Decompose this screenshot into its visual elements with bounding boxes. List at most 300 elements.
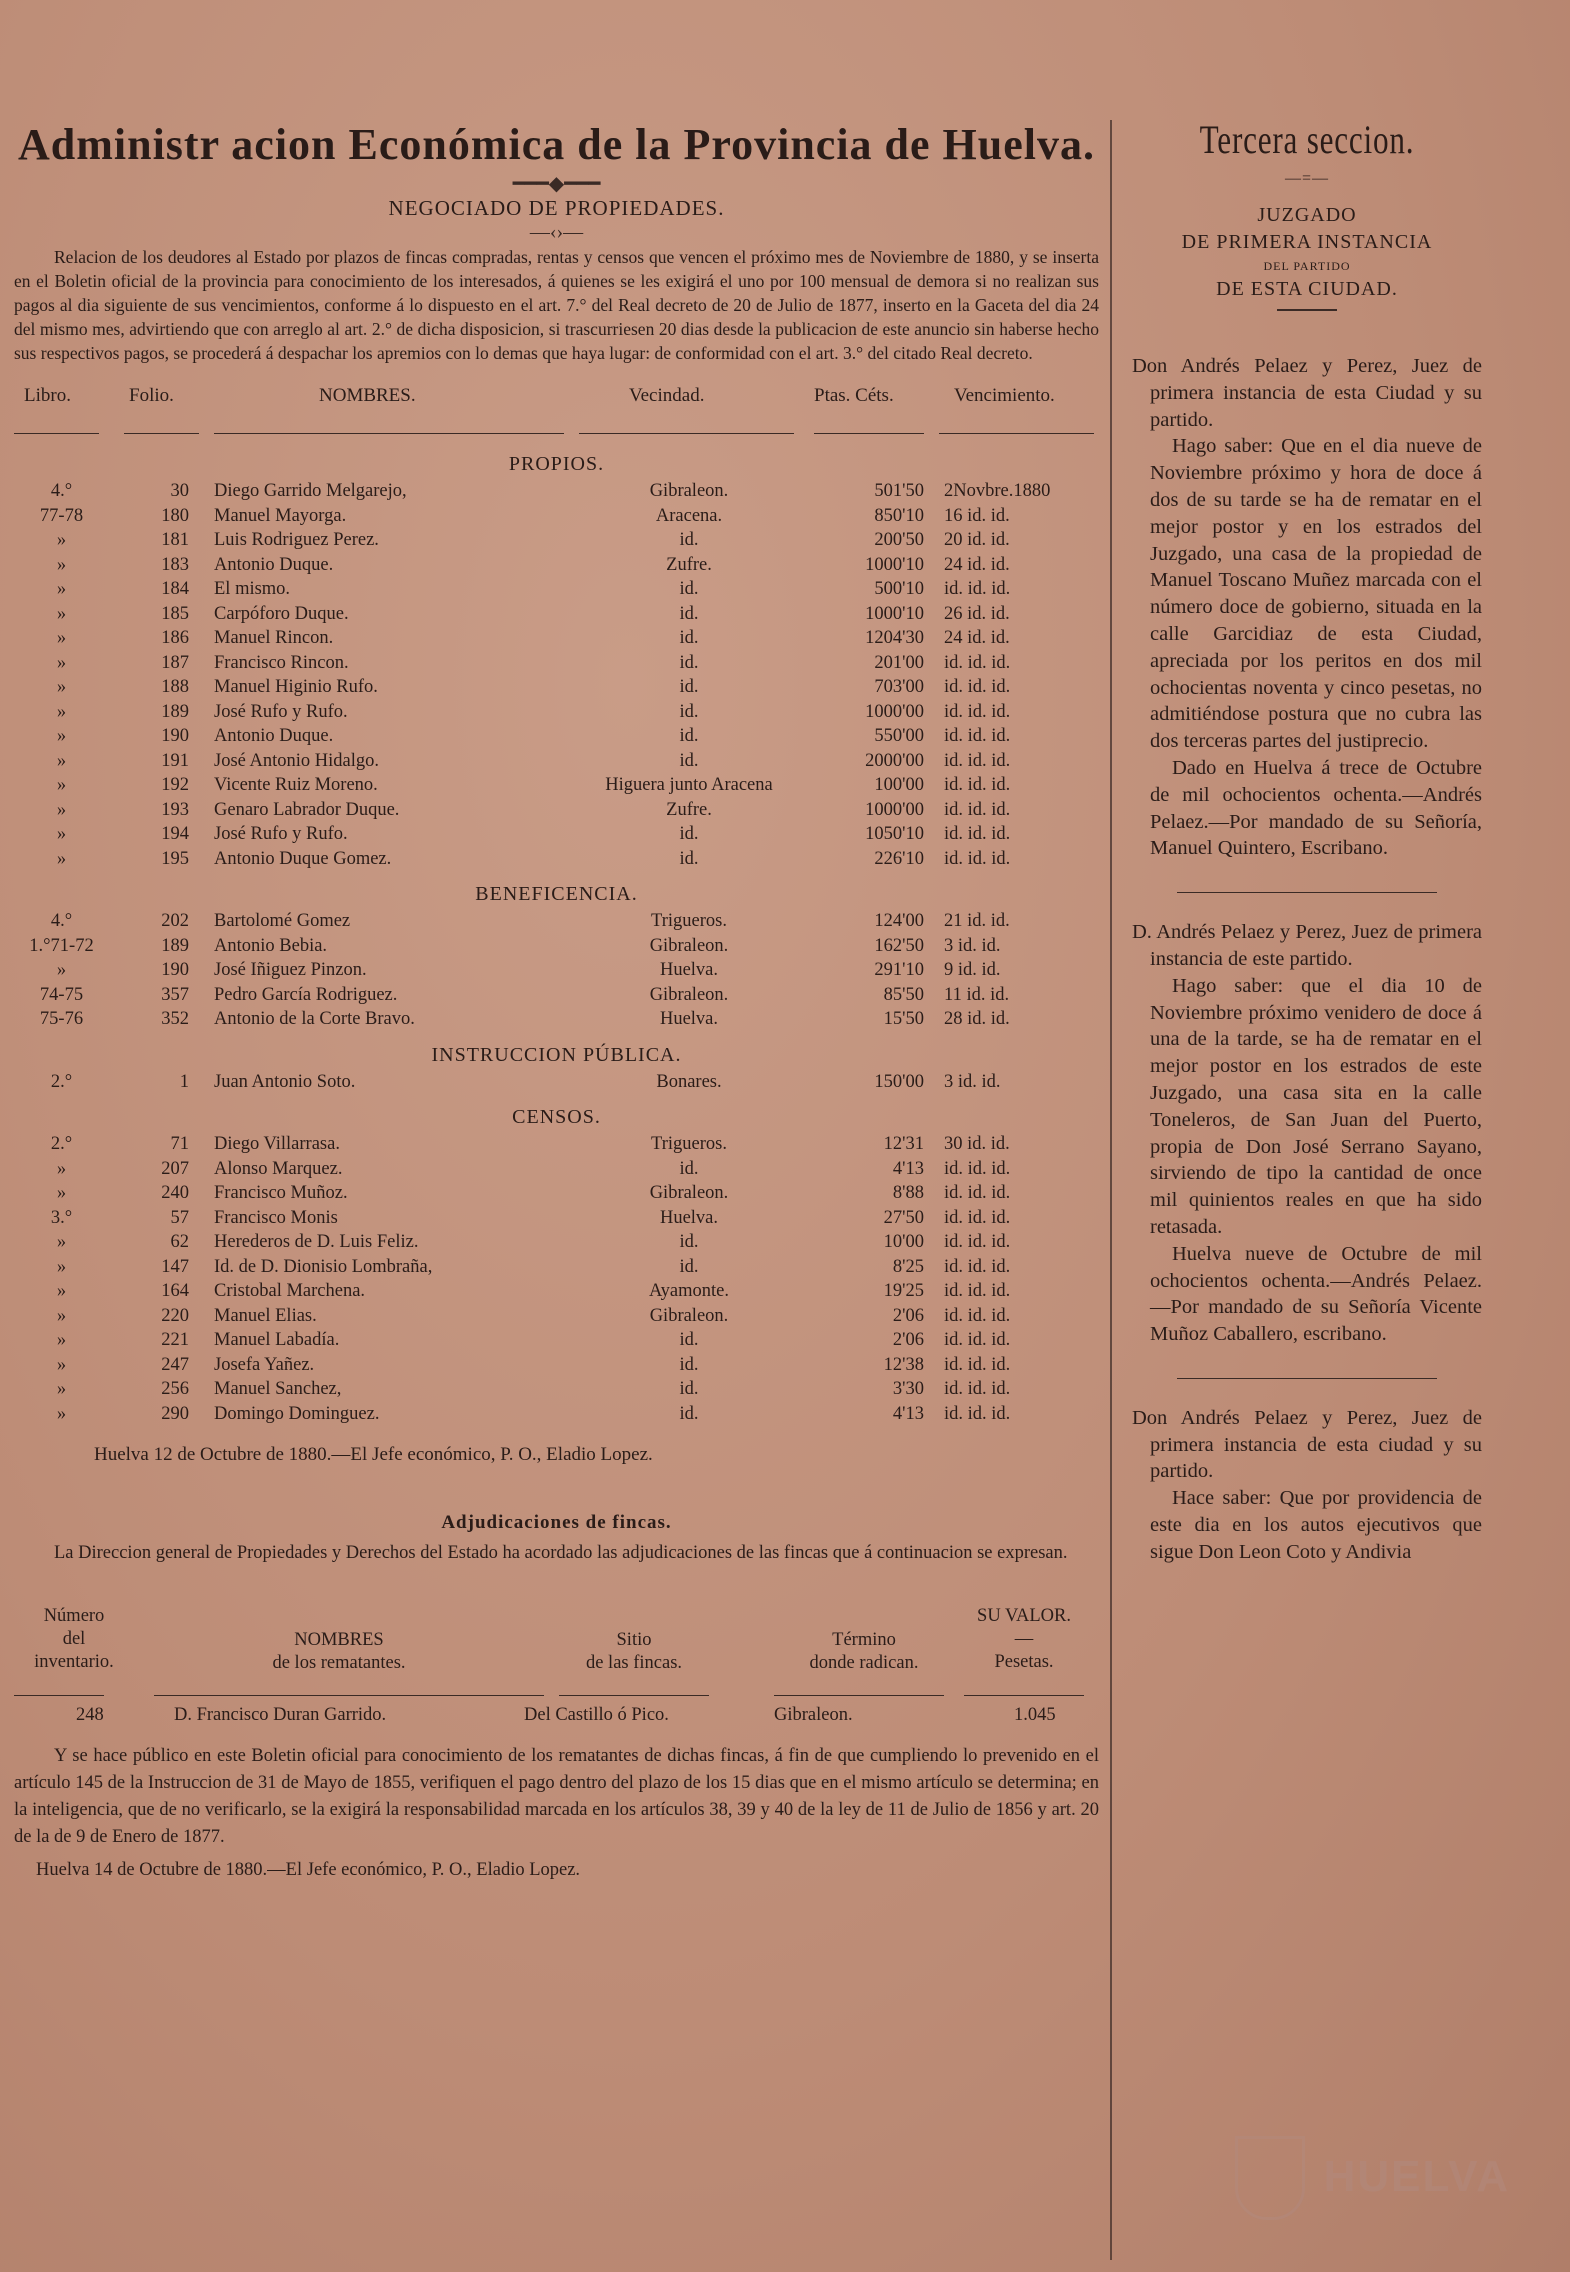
- cell-folio: 220: [161, 1305, 189, 1326]
- cell-folio: 256: [161, 1379, 189, 1399]
- col-libro: Libro.: [24, 385, 71, 406]
- table-row: [14, 909, 1099, 934]
- cell-vencimiento: id. id. id.: [944, 1207, 1011, 1228]
- watermark-seal-icon: [1235, 2136, 1305, 2220]
- cell-libro: »: [56, 799, 67, 820]
- cell-importe: 4'13: [892, 1158, 924, 1179]
- cell-libro: »: [56, 554, 67, 575]
- cell-vecindad: Gibraleon.: [649, 481, 729, 501]
- cell-vecindad: id.: [679, 701, 699, 722]
- table-row: [14, 700, 1099, 725]
- cell-folio: 185: [161, 603, 189, 624]
- adj-sitio: Del Castillo ó Pico.: [524, 1705, 669, 1725]
- adj-col-numero: Número del inventario.: [34, 1606, 114, 1672]
- cell-libro: 77-78: [39, 505, 84, 526]
- cell-vecindad: Gibraleon.: [649, 984, 729, 1005]
- category-heading: BENEFICENCIA.: [475, 883, 638, 905]
- cell-importe: 12'31: [883, 1134, 924, 1154]
- table-row: [14, 1230, 1099, 1255]
- cell-libro: »: [56, 1305, 67, 1326]
- adj-rule: [774, 1695, 944, 1696]
- cell-vecindad: id.: [679, 750, 699, 771]
- cell-vecindad: Aracena.: [655, 505, 723, 526]
- cell-libro: »: [56, 824, 67, 844]
- cell-libro: 4.°: [50, 911, 73, 931]
- cell-libro: 2.°: [50, 1071, 73, 1092]
- cell-vecindad: Ayamonte.: [649, 1281, 729, 1301]
- cell-nombre: Antonio Duque.: [214, 726, 334, 746]
- cell-vencimiento: 21 id. id.: [944, 911, 1010, 931]
- cell-nombre: Luis Rodriguez Perez.: [214, 530, 379, 550]
- cell-folio: 71: [170, 1134, 189, 1154]
- partido-heading: DEL PARTIDO: [1263, 259, 1351, 273]
- cell-nombre: Antonio Duque.: [214, 554, 334, 575]
- cell-libro: »: [56, 848, 67, 869]
- cell-folio: 357: [161, 984, 189, 1005]
- cell-vecindad: id.: [679, 1354, 699, 1375]
- cell-vecindad: id.: [679, 603, 699, 624]
- cell-nombre: Pedro García Rodriguez.: [214, 984, 398, 1005]
- cell-nombre: El mismo.: [214, 579, 291, 599]
- cell-vencimiento: 24 id. id.: [944, 554, 1010, 575]
- left-column: [14, 115, 1099, 1884]
- cell-folio: 202: [161, 911, 189, 931]
- cell-importe: 150'00: [874, 1071, 924, 1092]
- table-row: [14, 479, 1099, 504]
- cell-libro: »: [56, 1330, 67, 1350]
- cell-nombre: Antonio de la Corte Bravo.: [214, 1009, 415, 1029]
- cell-nombre: Francisco Muñoz.: [214, 1183, 348, 1203]
- category-heading: INSTRUCCION PÚBLICA.: [431, 1043, 682, 1066]
- cell-vencimiento: 3 id. id.: [944, 1071, 1001, 1092]
- category-heading: CENSOS.: [512, 1106, 601, 1128]
- cell-libro: »: [56, 1183, 67, 1203]
- cell-folio: 1: [179, 1071, 189, 1092]
- cell-vencimiento: id. id. id.: [944, 652, 1011, 673]
- table-row: [14, 958, 1099, 983]
- edict-paragraph: Hago saber: que el dia 10 de Noviembre próximo venidero de doce á una de la tarde, se ha de rematar en el mejor postor en los estrados de este Juzgado, una casa sita en la calle Toneleros, de San Juan del Puerto, propia de Don José Serrano Sayano, sirviendo de tipo la cantidad de once mil quinientos reales en que ha sido retasada.: [1150, 974, 1482, 1238]
- edict-lead: D. Andrés Pelaez y Perez, Juez de primera instancia de este partido.: [1132, 921, 1482, 970]
- cell-nombre: Id. de D. Dionisio Lombraña,: [214, 1256, 433, 1277]
- adj-rule: [154, 1695, 544, 1696]
- cell-libro: »: [56, 603, 67, 624]
- cell-vencimiento: id. id. id.: [944, 1183, 1011, 1203]
- cell-importe: 291'10: [874, 960, 924, 980]
- cell-libro: »: [56, 701, 67, 722]
- ciudad-heading: DE ESTA CIUDAD.: [1216, 278, 1398, 300]
- table-row: [14, 1304, 1099, 1329]
- header-rule: [939, 433, 1094, 434]
- section-ornament: —=—: [1284, 170, 1330, 187]
- table-row: [14, 626, 1099, 651]
- edict-paragraph: Hace saber: Que por providencia de este dia en los autos ejecutivos que sigue Don Leon Coto y Andivia: [1150, 1487, 1482, 1563]
- cell-folio: 147: [161, 1256, 189, 1277]
- cell-vecindad: id.: [679, 652, 699, 673]
- table-row: [14, 1402, 1099, 1427]
- cell-libro: »: [56, 530, 67, 550]
- table-row: [14, 528, 1099, 553]
- cell-vencimiento: 26 id. id.: [944, 603, 1010, 624]
- cell-vecindad: id.: [679, 1232, 699, 1252]
- watermark: HUELVA: [1323, 2152, 1510, 2201]
- cell-vecindad: id.: [679, 628, 699, 648]
- cell-importe: 200'50: [874, 530, 924, 550]
- cell-vecindad: id.: [679, 1158, 699, 1179]
- table-row: [14, 1353, 1099, 1378]
- cell-nombre: Antonio Duque Gomez.: [214, 848, 392, 869]
- table-row: [14, 577, 1099, 602]
- cell-folio: 62: [170, 1232, 189, 1252]
- cell-vencimiento: 28 id. id.: [944, 1009, 1010, 1029]
- adjudicaciones-text: Y se hace público en este Boletin oficial para conocimiento de los rematantes de dichas fincas, á fin de que cumpliendo lo prevenido en el artículo 145 de la Instruccion de 31 de Mayo de 1855, verifiquen el pago dentro del plazo de los 15 dias que en el mismo artículo se determina; en la inteligencia, que de no verificarlo, se la exigirá la responsabilidad marcada en los artículos 38, 39 y 40 de la ley de 11 de Julio de 1856 y art. 20 de la de 9 de Enero de 1877.: [14, 1746, 1099, 1847]
- cell-nombre: José Rufo y Rufo.: [214, 824, 348, 844]
- cell-importe: 1050'10: [865, 824, 924, 844]
- cell-vecindad: Huelva.: [659, 1009, 719, 1029]
- section-title: Tercera seccion.: [1199, 117, 1415, 162]
- cell-nombre: Manuel Higinio Rufo.: [214, 677, 378, 697]
- col-nombres: NOMBRES.: [319, 385, 416, 406]
- cell-vencimiento: id. id. id.: [944, 579, 1011, 599]
- cell-importe: 12'38: [883, 1354, 924, 1375]
- adj-col-sitio: Sitio de las fincas.: [585, 1630, 683, 1673]
- cell-nombre: José Iñiguez Pinzon.: [214, 960, 367, 980]
- header-rule: [124, 433, 199, 434]
- cell-nombre: Antonio Bebia.: [214, 935, 328, 956]
- table-row: [14, 602, 1099, 627]
- cell-folio: 189: [161, 935, 189, 956]
- edict-paragraph: Hago saber: Que en el dia nueve de Noviembre próximo y hora de doce á dos de su tarde se ha de rematar en el mejor postor y en los estrados del Juzgado, una casa de la propiedad de Manuel Toscano Muñez marcada con el número doce de gobierno, situada en la calle Garcidiaz de esta Ciudad, apreciada por los peritos en dos mil ochocientas noventa y cinco pesetas, no admitiéndose postura que no cubra las dos terceras partes del justiprecio.: [1150, 435, 1482, 753]
- cell-libro: »: [56, 726, 67, 746]
- cell-nombre: Josefa Yañez.: [214, 1354, 315, 1375]
- cell-vencimiento: id. id. id.: [944, 1379, 1011, 1399]
- edict: [1132, 1405, 1482, 1566]
- cell-vecindad: Bonares.: [656, 1071, 722, 1092]
- cell-importe: 500'10: [874, 579, 924, 599]
- edict-lead: Don Andrés Pelaez y Perez, Juez de primera instancia de esta Ciudad y su partido.: [1132, 355, 1482, 431]
- cell-vecindad: id.: [679, 677, 699, 697]
- cell-libro: »: [56, 677, 67, 697]
- cell-importe: 8'88: [892, 1183, 924, 1203]
- cell-vecindad: id.: [679, 1403, 699, 1424]
- cell-vencimiento: 11 id. id.: [944, 984, 1010, 1005]
- cell-libro: 3.°: [50, 1207, 73, 1228]
- signature-2: Huelva 14 de Octubre de 1880.—El Jefe económico, P. O., Eladio Lopez.: [36, 1860, 581, 1880]
- adjudicaciones-header: [14, 1567, 1099, 1697]
- edict-paragraph: Huelva nueve de Octubre de mil ochocientos ochenta.—Andrés Pelaez.—Por mandado de su Señoría Vicente Muñoz Caballero, escribano.: [1150, 1242, 1482, 1346]
- cell-vencimiento: id. id. id.: [944, 799, 1011, 820]
- cell-libro: »: [56, 1158, 67, 1179]
- cell-vecindad: Zufre.: [666, 554, 712, 575]
- cell-libro: 2.°: [50, 1134, 73, 1154]
- col-vecindad: Vecindad.: [629, 385, 705, 406]
- cell-nombre: Cristobal Marchena.: [214, 1281, 366, 1301]
- cell-libro: 4.°: [50, 481, 73, 501]
- cell-vecindad: id.: [679, 824, 699, 844]
- heading-rule: [1277, 309, 1337, 311]
- cell-nombre: Manuel Elias.: [214, 1305, 317, 1326]
- adj-termino: Gibraleon.: [774, 1705, 853, 1725]
- table-row: [14, 1328, 1099, 1353]
- cell-folio: 247: [161, 1354, 189, 1375]
- cell-libro: »: [56, 579, 67, 599]
- cell-libro: 74-75: [39, 984, 84, 1005]
- cell-libro: »: [56, 960, 67, 980]
- cell-vencimiento: id. id. id.: [944, 1330, 1011, 1350]
- adj-valor: 1.045: [1014, 1705, 1056, 1725]
- cell-libro: »: [56, 628, 67, 648]
- cell-vecindad: id.: [679, 848, 699, 869]
- cell-vecindad: Huelva.: [659, 960, 719, 980]
- cell-folio: 240: [161, 1183, 189, 1203]
- cell-nombre: Francisco Rincon.: [214, 652, 349, 673]
- cell-folio: 195: [161, 848, 189, 869]
- cell-vecindad: id.: [679, 530, 699, 550]
- cell-vecindad: Zufre.: [666, 799, 712, 820]
- cell-vecindad: Trigueros.: [651, 1134, 727, 1154]
- cell-folio: 207: [161, 1158, 189, 1179]
- cell-nombre: Diego Garrido Melgarejo,: [214, 481, 407, 501]
- cell-folio: 30: [170, 481, 189, 501]
- table-row: [14, 1181, 1099, 1206]
- cell-vecindad: Trigueros.: [651, 911, 727, 931]
- cell-nombre: José Rufo y Rufo.: [214, 701, 348, 722]
- juzgado-heading: JUZGADO: [1257, 204, 1357, 226]
- table-row: [14, 798, 1099, 823]
- cell-nombre: Diego Villarrasa.: [214, 1134, 340, 1154]
- cell-vencimiento: 2Novbre.1880: [944, 481, 1051, 501]
- cell-importe: 2'06: [892, 1305, 924, 1326]
- cell-folio: 183: [161, 554, 189, 575]
- subtitle-ornament: —‹›—: [529, 221, 584, 243]
- cell-importe: 703'00: [874, 677, 924, 697]
- cell-vecindad: id.: [679, 726, 699, 746]
- cell-importe: 550'00: [874, 726, 924, 746]
- cell-importe: 3'30: [892, 1379, 924, 1399]
- adj-col-nombres: NOMBRES de los rematantes.: [272, 1630, 406, 1673]
- cell-vencimiento: id. id. id.: [944, 824, 1011, 844]
- cell-importe: 10'00: [883, 1232, 924, 1252]
- adj-col-termino: Término donde radican.: [809, 1630, 919, 1673]
- cell-libro: 1.°71-72: [29, 935, 94, 956]
- cell-importe: 226'10: [874, 848, 924, 869]
- cell-nombre: Juan Antonio Soto.: [214, 1071, 356, 1092]
- table-row: [14, 1007, 1099, 1032]
- table-row: [14, 1255, 1099, 1280]
- cell-vecindad: id.: [679, 1379, 699, 1399]
- table-row: [14, 983, 1099, 1008]
- adj-rule: [964, 1695, 1084, 1696]
- cell-importe: 162'50: [874, 935, 924, 956]
- adj-rule: [14, 1695, 104, 1696]
- cell-libro: »: [56, 1232, 67, 1252]
- instancia-heading: DE PRIMERA INSTANCIA: [1181, 231, 1433, 253]
- cell-folio: 189: [161, 701, 189, 722]
- header-rule: [14, 433, 99, 434]
- category-heading: PROPIOS.: [508, 453, 605, 475]
- edict-lead: Don Andrés Pelaez y Perez, Juez de primera instancia de esta ciudad y su partido.: [1132, 1406, 1482, 1483]
- cell-folio: 188: [161, 677, 189, 697]
- cell-vencimiento: id. id. id.: [944, 1403, 1011, 1424]
- cell-libro: »: [56, 1354, 67, 1375]
- table-row: [14, 1157, 1099, 1182]
- cell-folio: 184: [161, 579, 189, 599]
- adj-rule: [559, 1695, 709, 1696]
- cell-vencimiento: id. id. id.: [944, 1256, 1011, 1277]
- table-row: [14, 504, 1099, 529]
- cell-libro: »: [56, 1403, 67, 1424]
- adjudicaciones-title: Adjudicaciones de fincas.: [441, 1512, 672, 1533]
- edict: [1132, 919, 1482, 1348]
- adj-numero: 248: [76, 1705, 104, 1725]
- cell-importe: 100'00: [874, 775, 924, 795]
- cell-folio: 181: [161, 530, 189, 550]
- edict-paragraph: Dado en Huelva á trece de Octubre de mil ochocientos ochenta.—Andrés Pelaez.—Por mandado de su Señoría, Manuel Quintero, Escribano.: [1150, 756, 1482, 860]
- cell-folio: 191: [161, 750, 189, 771]
- cell-vecindad: id.: [679, 579, 699, 599]
- cell-vencimiento: 16 id. id.: [944, 505, 1010, 526]
- cell-nombre: Manuel Sanchez,: [214, 1379, 342, 1399]
- edict-separator: [1177, 892, 1437, 893]
- cell-importe: 1000'00: [865, 701, 924, 722]
- cell-nombre: Vicente Ruiz Moreno.: [214, 775, 378, 795]
- cell-nombre: José Antonio Hidalgo.: [214, 750, 379, 771]
- cell-folio: 193: [161, 799, 189, 820]
- cell-nombre: Genaro Labrador Duque.: [214, 799, 400, 820]
- cell-vencimiento: id. id. id.: [944, 1281, 1011, 1301]
- cell-vecindad: Huelva.: [659, 1207, 719, 1228]
- edict: [1132, 353, 1482, 862]
- col-ptas: Ptas. Céts.: [814, 385, 894, 406]
- table-row: [14, 651, 1099, 676]
- cell-vencimiento: 20 id. id.: [944, 530, 1010, 550]
- cell-vencimiento: 9 id. id.: [944, 960, 1001, 980]
- cell-folio: 190: [161, 960, 189, 980]
- cell-libro: »: [56, 775, 67, 795]
- cell-vencimiento: 24 id. id.: [944, 628, 1010, 648]
- cell-importe: 85'50: [883, 984, 924, 1005]
- cell-importe: 501'50: [874, 481, 924, 501]
- edict-separator: [1177, 1378, 1437, 1379]
- cell-folio: 164: [161, 1281, 189, 1301]
- cell-nombre: Manuel Mayorga.: [214, 505, 347, 526]
- adj-col-valor: SU VALOR. — Pesetas.: [977, 1606, 1071, 1672]
- table-row: [14, 1279, 1099, 1304]
- title-ornament: ━━━◆━━━: [512, 173, 601, 195]
- cell-vecindad: Gibraleon.: [649, 1183, 729, 1203]
- table-row: [14, 1206, 1099, 1231]
- cell-folio: 190: [161, 726, 189, 746]
- adjudicaciones-intro: La Direccion general de Propiedades y Derechos del Estado ha acordado las adjudicaciones de las fincas que á continuacion se expresan.: [54, 1543, 1068, 1563]
- main-title: Administr acion Económica de la Provincia de Huelva.: [17, 120, 1096, 169]
- column-divider: [1110, 120, 1112, 2260]
- cell-vecindad: id.: [679, 1330, 699, 1350]
- cell-importe: 27'50: [883, 1207, 924, 1228]
- adjudicacion-row: [14, 1697, 1099, 1737]
- table-row: [14, 1132, 1099, 1157]
- table-row: [14, 822, 1099, 847]
- table-row: [14, 934, 1099, 959]
- cell-vencimiento: id. id. id.: [944, 750, 1011, 771]
- section-subtitle: NEGOCIADO DE PROPIEDADES.: [388, 196, 725, 220]
- right-column: [1132, 115, 1482, 1566]
- cell-vencimiento: id. id. id.: [944, 677, 1011, 697]
- cell-folio: 186: [161, 628, 189, 648]
- cell-vencimiento: id. id. id.: [944, 775, 1011, 795]
- header-rule: [814, 433, 924, 434]
- cell-vecindad: Gibraleon.: [649, 1305, 729, 1326]
- cell-folio: 290: [161, 1403, 189, 1424]
- cell-folio: 221: [161, 1330, 189, 1350]
- table-header: [14, 365, 1099, 443]
- cell-importe: 1204'30: [865, 628, 924, 648]
- col-folio: Folio.: [129, 385, 174, 406]
- cell-nombre: Alonso Marquez.: [214, 1158, 343, 1179]
- debtor-table: [14, 449, 1099, 1426]
- edicts-list: [1132, 353, 1482, 1566]
- cell-vencimiento: id. id. id.: [944, 726, 1011, 746]
- col-vencimiento: Vencimiento.: [954, 385, 1055, 406]
- table-row: [14, 773, 1099, 798]
- cell-importe: 1000'10: [865, 554, 924, 575]
- cell-vencimiento: 3 id. id.: [944, 935, 1001, 956]
- cell-vencimiento: id. id. id.: [944, 701, 1011, 722]
- table-row: [14, 675, 1099, 700]
- cell-importe: 2000'00: [865, 750, 924, 771]
- cell-vencimiento: id. id. id.: [944, 1305, 1011, 1326]
- cell-libro: 75-76: [39, 1009, 84, 1029]
- table-row: [14, 1070, 1099, 1095]
- table-row: [14, 724, 1099, 749]
- cell-importe: 15'50: [883, 1009, 924, 1029]
- cell-importe: 201'00: [874, 652, 924, 673]
- cell-vecindad: id.: [679, 1256, 699, 1277]
- cell-vencimiento: 30 id. id.: [944, 1134, 1010, 1154]
- cell-vecindad: Higuera junto Aracena: [605, 775, 773, 795]
- cell-importe: 2'06: [892, 1330, 924, 1350]
- cell-vencimiento: id. id. id.: [944, 1232, 1011, 1252]
- cell-libro: »: [56, 652, 67, 673]
- table-row: [14, 749, 1099, 774]
- cell-nombre: Carpóforo Duque.: [214, 603, 349, 624]
- table-row: [14, 1377, 1099, 1402]
- cell-vencimiento: id. id. id.: [944, 1354, 1011, 1375]
- cell-importe: 4'13: [892, 1403, 924, 1424]
- cell-vencimiento: id. id. id.: [944, 1158, 1011, 1179]
- cell-libro: »: [56, 1281, 67, 1301]
- cell-importe: 8'25: [892, 1256, 924, 1277]
- signature-1: Huelva 12 de Octubre de 1880.—El Jefe económico, P. O., Eladio Lopez.: [94, 1444, 653, 1465]
- cell-libro: »: [56, 750, 67, 771]
- cell-nombre: Bartolomé Gomez: [214, 911, 351, 931]
- cell-nombre: Manuel Labadía.: [214, 1330, 340, 1350]
- intro-paragraph: Relacion de los deudores al Estado por plazos de fincas compradas, rentas y censos que vencen el próximo mes de Noviembre de 1880, y se inserta en el Boletin oficial de la provincia para conocimiento de los interesados, á quienes se les exigirá el uno por 100 mensual de demora si no realizan sus pagos al dia siguiente de sus vencimientos, conforme á lo dispuesto en el art. 7.° del Real decreto de 20 de Julio de 1877, inserto en la Gaceta del dia 24 del mismo mes, advirtiendo que con arreglo al art. 2.° de dicha disposicion, si trascurriesen 20 dias desde la publicacion de este anuncio sin haberse hecho sus respectivos pagos, se procederá á despachar los apremios con lo demas que haya lugar: de conformidad con el art. 3.° del citado Real decreto.: [14, 247, 1099, 363]
- cell-importe: 1000'10: [865, 603, 924, 624]
- adj-nombre: D. Francisco Duran Garrido.: [174, 1705, 387, 1725]
- cell-importe: 19'25: [883, 1281, 924, 1301]
- cell-nombre: Manuel Rincon.: [214, 628, 334, 648]
- cell-nombre: Herederos de D. Luis Feliz.: [214, 1232, 419, 1252]
- cell-folio: 192: [161, 775, 189, 795]
- cell-importe: 124'00: [874, 911, 924, 931]
- table-row: [14, 553, 1099, 578]
- cell-vecindad: Gibraleon.: [649, 935, 729, 956]
- cell-nombre: Domingo Dominguez.: [214, 1403, 380, 1424]
- cell-folio: 194: [161, 824, 189, 844]
- cell-folio: 187: [161, 652, 189, 673]
- cell-libro: »: [56, 1256, 67, 1277]
- cell-importe: 1000'00: [865, 799, 924, 820]
- cell-nombre: Francisco Monis: [214, 1207, 338, 1228]
